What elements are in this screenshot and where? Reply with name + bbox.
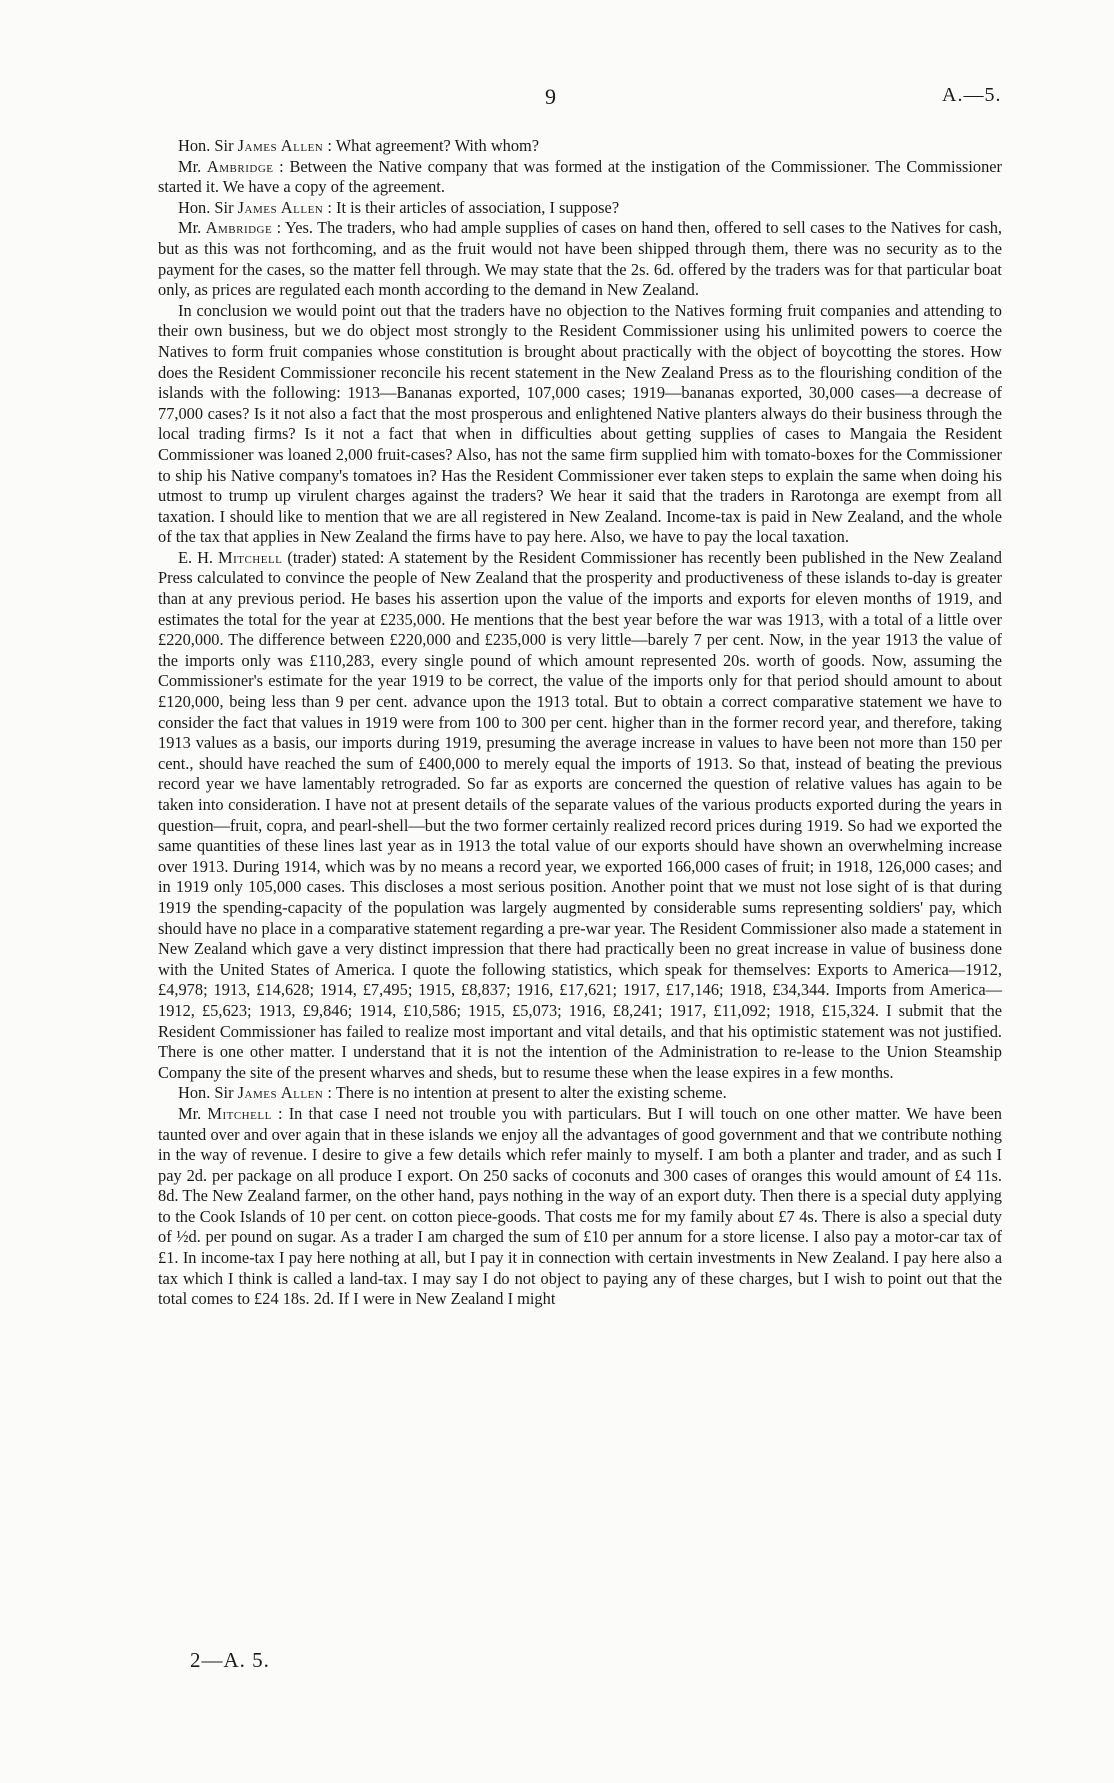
speaker-name: James Allen xyxy=(237,1083,324,1103)
paragraph: Mr. Ambridge : Yes. The traders, who had ample supplies of cases on hand then, offered to sell cases to the Natives for cash, but as this was not forthcoming, and as the fruit would not have been shipped through them, there was no security as to the payment for the cases, so the matter fell through. We may state that the 2s. 6d. offered by the traders was for that particular boat only, as prices are regulated each month according to the demand in New Zealand. xyxy=(158,218,1003,300)
speaker-name: Mitchell xyxy=(207,1103,272,1123)
speaker-name: James Allen xyxy=(237,136,324,155)
page-number: 9 xyxy=(545,84,556,109)
speaker-name: Mitchell xyxy=(218,547,283,567)
report-reference: A.—5. xyxy=(942,84,1002,106)
paragraph: Hon. Sir James Allen : It is their articles of association, I suppose? xyxy=(178,197,620,217)
speaker-name: James Allen xyxy=(237,197,324,217)
paragraph: E. H. Mitchell (trader) stated: A statement by the Resident Commissioner has recently been published in the New Zealand Press calculated to convince the people of New Zealand that the prosperity and productiveness of these islands to-day is greater than at any previous period. He bases his assertion upon the value of the imports and exports for eleven months of 1919, and estimates the total for the year at £235,000. He mentions that the best year before the war was 1913, with a total of a little over £220,000. The difference between £220,000 and £235,000 is very little—barely 7 per cent. Now, in the year 1913 the value of the imports only was £110,283, every single pound of which amount represented 20s. worth of goods. Now, assuming the Commissioner's estimate for the year 1919 to be correct, the value of the imports only for that period should amount to about £120,000, being less than 9 per cent. advance upon the 1913 total. But to obtain a correct comparative statement we have to consider the fact that values in 1919 were from 100 to 300 per cent. higher than in the former record year, and therefore, taking 1913 values as a basis, our imports during 1919, presuming the average increase in values to have been not more than 150 per cent., should have reached the sum of £400,000 to merely equal the imports of 1913. So that, instead of beating the previous record year we have lamentably retrograded. So far as exports are concerned the question of relative values has again to be taken into consideration. I have not at present details of the separate values of the various products exported during the years in question—fruit, copra, and pearl-shell—but the two former certainly realized record prices during 1919. So had we exported the same quantities of these lines last year as in 1913 the total value of our exports should have shown an overwhelming increase over 1913. During 1914, which was by no means a record year, we exported 166,000 cases of fruit; in 1918, 126,000 cases; and in 1919 only 105,000 cases. This discloses a most serious position. Another point that we must not lose sight of is that during 1919 the spending-capacity of the population was largely augmented by considerable sums representing soldiers' pay, which should have no place in a comparative statement regarding a pre-war year. The Resident Commissioner also made a statement in New Zealand which gave a very distinct impression that there had practically been no great increase in value of business done with the United States of America. I quote the following statistics, which speak for themselves: Exports to America—1912, £4,978; 1913, £14,628; 1914, £7,495; 1915, £8,837; 1916, £17,621; 1917, £17,146; 1918, £34,344. Imports from America—1912, £5,623; 1913, £9,846; 1914, £10,586; 1915, £5,073; 1916, £8,241; 1917, £11,092; 1918, £15,324. I submit that the Resident Commissioner has failed to realize most important and vital details, and that his optimistic statement was not justified. There is one other matter. I understand that it is not the intention of the Administration to re-lease to the Union Steamship Company the site of the present wharves and sheds, but to resume these when the lease expires in a few months. xyxy=(158,547,1002,1082)
paragraph: Hon. Sir James Allen : What agreement? With whom? xyxy=(178,136,540,155)
paragraph: Hon. Sir James Allen : There is no intention at present to alter the existing scheme. xyxy=(178,1083,727,1103)
paragraph: In conclusion we would point out that the traders have no objection to the Natives forming fruit companies and attending to their own business, but we do object most strongly to the Resident Commissioner using his unlimited powers to coerce the Natives to form fruit companies whose constitution is brought about practically with the object of boycotting the stores. How does the Resident Commissioner reconcile his recent statement in the New Zealand Press as to the flourishing condition of the islands with the following: 1913—Bananas exported, 107,000 cases; 1919—bananas exported, 30,000 cases—a decrease of 77,000 cases? Is it not also a fact that the most prosperous and enlightened Native planters always do their business through the local trading firms? Is it not a fact that when in difficulties about getting supplies of cases to Mangaia the Resident Commissioner was loaned 2,000 fruit-cases? Also, has not the same firm supplied him with tomato-boxes for the Commissioner to ship his Native company's tomatoes in? Has the Resident Commissioner ever taken steps to explain the same when doing his utmost to trump up virulent charges against the traders? We hear it said that the traders in Rarotonga are exempt from all taxation. I should like to mention that we are all registered in New Zealand. Income-tax is paid in New Zealand, and the whole of the tax that applies in New Zealand the firms have to pay here. Also, we have to pay the local taxation. xyxy=(158,300,1002,547)
body-text xyxy=(158,136,1002,1310)
speaker-name: Ambridge xyxy=(205,218,273,238)
paragraph: Mr. Ambridge : Between the Native company that was formed at the instigation of the Commissioner. The Commissioner started it. We have a copy of the agreement. xyxy=(158,156,1003,197)
speaker-name: Ambridge xyxy=(206,156,274,176)
footer-signature: 2—A. 5. xyxy=(190,1648,270,1672)
paragraph: Mr. Mitchell : In that case I need not trouble you with particulars. But I will touch on one other matter. We have been taunted over and over again that in these islands we enjoy all the advantages of good government and that we contribute nothing in the way of revenue. I desire to give a few details which refer mainly to myself. I am both a planter and trader, and as such I pay 2d. per package on all produce I export. On 250 sacks of coconuts and 300 cases of oranges this would amount of £4 11s. 8d. The New Zealand farmer, on the other hand, pays nothing in the way of an export duty. Then there is a special duty applying to the Cook Islands of 10 per cent. on cotton piece-goods. That costs me for my family about £7 4s. There is also a special duty of ½d. per pound on sugar. As a trader I am charged the sum of £10 per annum for a store license. I also pay a motor-car tax of £1. In income-tax I pay here nothing at all, but I pay it in connection with certain investments in New Zealand. I pay here also a tax which I think is called a land-tax. I may say I do not object to paying any of these charges, but I wish to point out that the total comes to £24 18s. 2d. If I were in New Zealand I might xyxy=(158,1103,1003,1309)
